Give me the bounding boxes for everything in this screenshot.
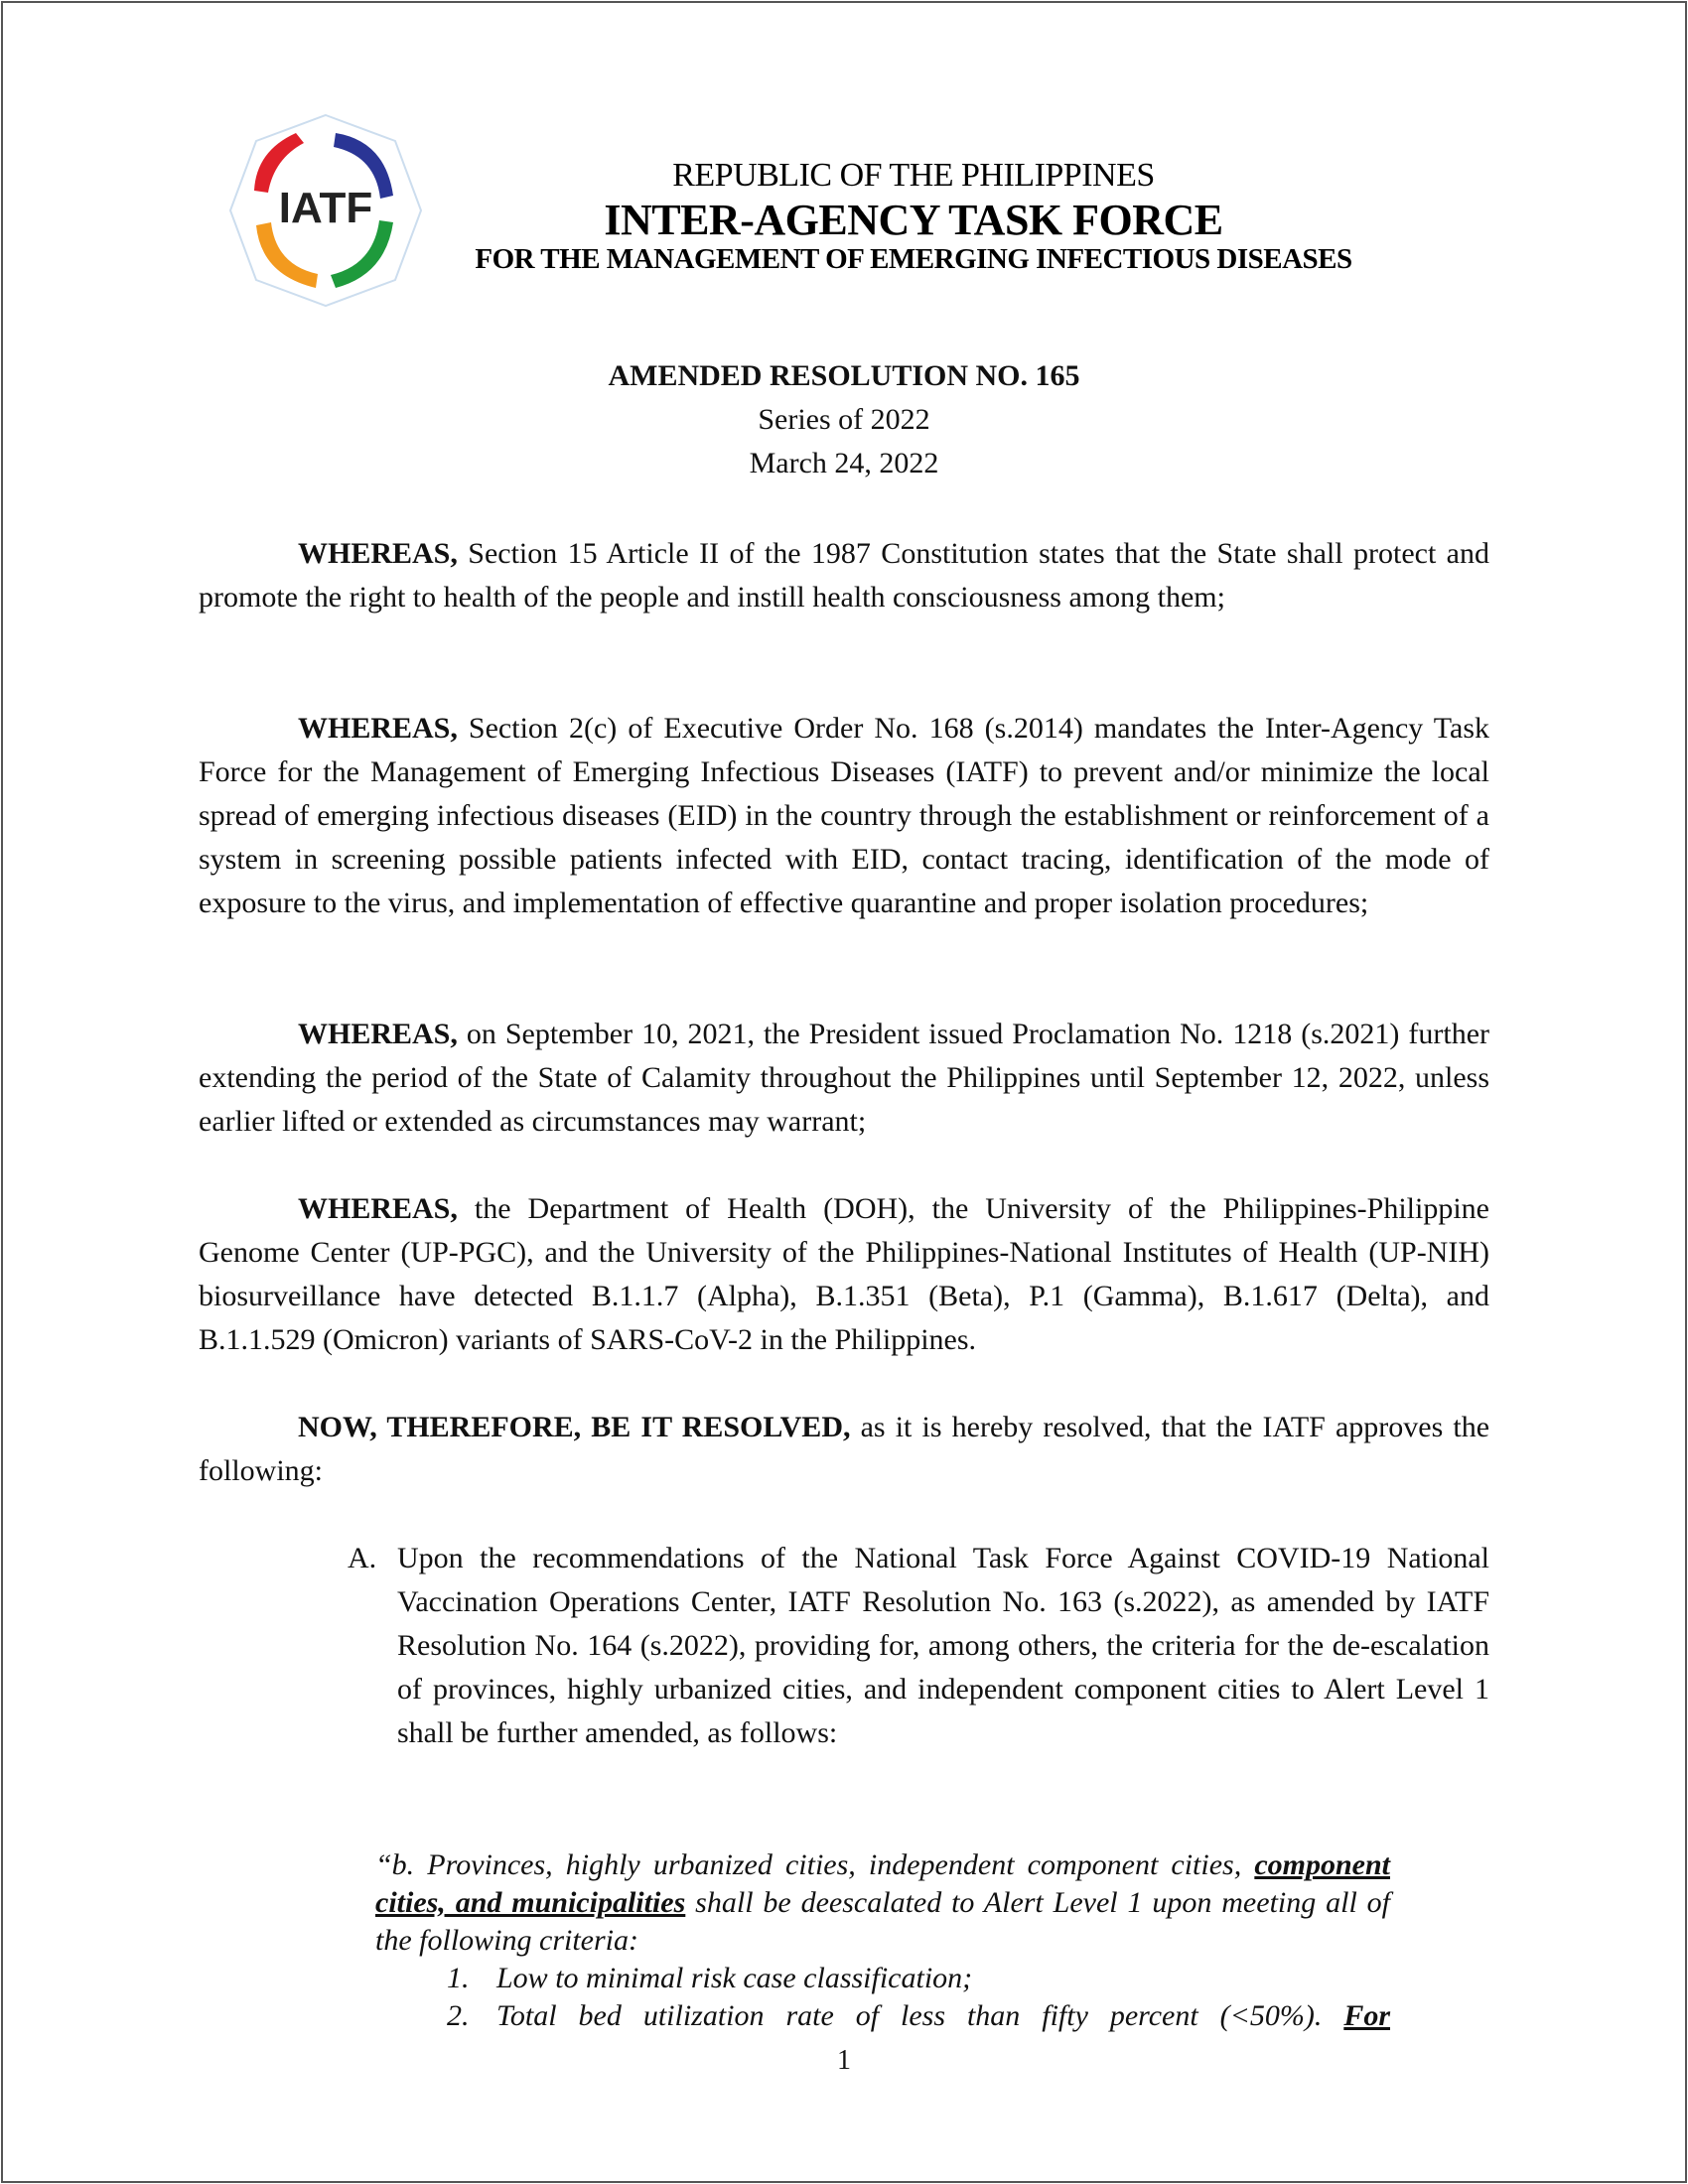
criteria-item: 2. Total bed utilization rate of less than fifty percent (<50%). For (447, 1999, 1390, 2032)
svg-text:IATF: IATF (278, 184, 373, 232)
criteria-item: 1. Low to minimal risk case classification; (447, 1962, 973, 1994)
page-number: 1 (837, 2045, 851, 2076)
header-subtitle: FOR THE MANAGEMENT OF EMERGING INFECTIOUS DISEASES (475, 243, 1352, 275)
list-label: A. (348, 1542, 377, 1574)
quoted-amendment: “b. Provinces, highly urbanized cities, independent component cities, component cities, and municipalities shall be deescalated to Alert Level 1 upon meeting all of the following criteria: (375, 1848, 1391, 1957)
resolved-paragraph: NOW, THEREFORE, BE IT RESOLVED, as it is hereby resolved, that the IATF approves the following: (199, 1411, 1490, 1487)
resolution-date: March 24, 2022 (749, 447, 939, 479)
emphasis-text: component cities, and municipalities (375, 1848, 1390, 1919)
whereas-paragraph: WHEREAS, Section 2(c) of Executive Order No. 168 (s.2014) mandates the Inter-Agency Task Force for the Management of Emerging Infectious Diseases (IATF) to prevent and/or minimize the local spread of emerging infectious diseases (EID) in the country through the establishment or reinforcement of a system in screening possible patients infected with EID, contact tracing, identification of the mode of exposure to the virus, and implementation of effective quarantine and proper isolation procedures; (199, 712, 1489, 919)
header-agency: INTER-AGENCY TASK FORCE (604, 196, 1223, 244)
list-item-a: A. Upon the recommendations of the National Task Force Against COVID-19 National Vaccination Operations Center, IATF Resolution No. 163 (s.2022), as amended by IATF Resolution No. 164 (s.2022), providing for, among others, the criteria for the de-escalation of provinces, highly urbanized cities, and independent component cities to Alert Level 1 shall be further amended, as follows: (348, 1537, 1489, 1755)
whereas-paragraph: WHEREAS, Section 15 Article II of the 1987 Constitution states that the State shall protect and promote the right to health of the people and instill health consciousness among them; (199, 537, 1489, 614)
whereas-paragraph: WHEREAS, on September 10, 2021, the President issued Proclamation No. 1218 (s.2021) further extending the period of the State of Calamity throughout the Philippines until September 12, 2022, unless earlier lifted or extended as circumstances may warrant; (199, 1018, 1489, 1138)
resolution-series: Series of 2022 (758, 403, 930, 436)
whereas-paragraph: WHEREAS, the Department of Health (DOH), the University of the Philippines-Philippine Genome Center (UP-PGC), and the University of the Philippines-National Institutes of Health (UP-NIH) biosurveillance have detected B.1.1.7 (Alpha), B.1.351 (Beta), P.1 (Gamma), B.1.617 (Delta), and B.1.1.529 (Omicron) variants of SARS-CoV-2 in the Philippines. (199, 1192, 1489, 1356)
header-republic: REPUBLIC OF THE PHILIPPINES (672, 157, 1155, 194)
resolution-title: AMENDED RESOLUTION NO. 165 (608, 359, 1080, 392)
iatf-logo (226, 111, 425, 310)
